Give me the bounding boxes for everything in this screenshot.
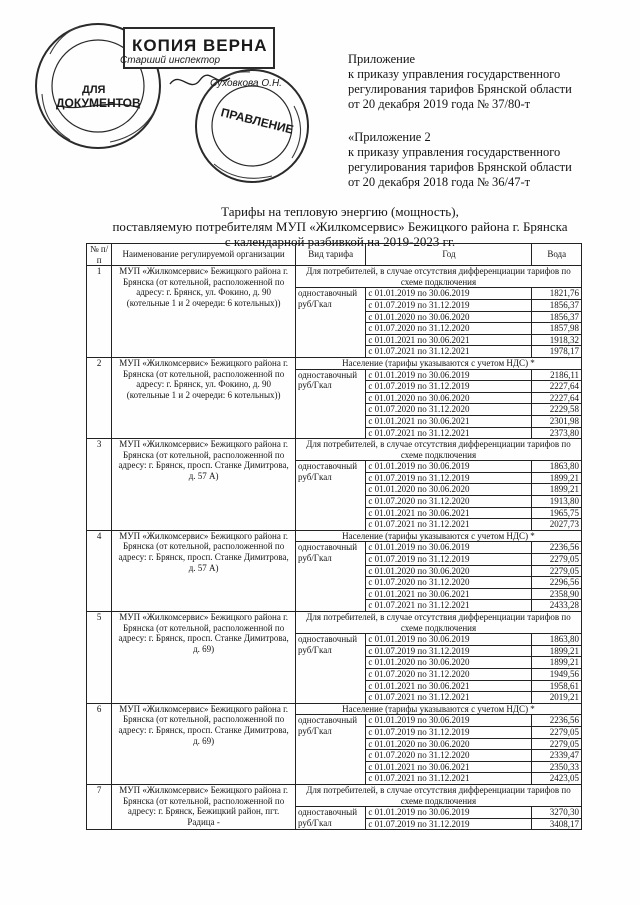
stamp-department: ПРАВЛЕНИЕ: [219, 105, 295, 137]
period-cell: с 01.01.2020 по 30.06.2020: [366, 311, 532, 323]
org-name: МУП «Жилкомсервис» Бежицкого района г. Брянска (от котельной, расположенной по адресу: г. Брянск, просп. Станке Димитрова, д. 69): [112, 703, 296, 784]
appendix-line: Приложение: [348, 52, 416, 66]
period-cell: с 01.01.2019 по 30.06.2019: [366, 288, 532, 300]
water-value-cell: 2339,47: [532, 750, 582, 762]
period-cell: с 01.07.2020 по 31.12.2020: [366, 577, 532, 589]
stamp-copy-title: КОПИЯ ВЕРНА: [132, 36, 268, 55]
water-value-cell: 1899,21: [532, 657, 582, 669]
header-org: Наименование регулируемой организации: [112, 244, 296, 266]
water-value-cell: 1913,80: [532, 496, 582, 508]
period-cell: с 01.01.2020 по 30.06.2020: [366, 738, 532, 750]
period-cell: с 01.01.2019 по 30.06.2019: [366, 807, 532, 819]
tariff-type: одноставочный руб/Гкал: [295, 288, 365, 358]
period-cell: с 01.01.2020 по 30.06.2020: [366, 484, 532, 496]
period-cell: с 01.01.2019 по 30.06.2019: [366, 542, 532, 554]
row-number: 4: [87, 530, 112, 611]
title-line: Тарифы на тепловую энергию (мощность),: [221, 204, 459, 219]
header-water: Вода: [532, 244, 582, 266]
water-value-cell: 2350,33: [532, 761, 582, 773]
period-cell: с 01.07.2019 по 31.12.2019: [366, 818, 532, 830]
org-name: МУП «Жилкомсервис» Бежицкого района г. Брянска (от котельной, расположенной по адресу: г. Брянск, просп. Станке Димитрова, д. 57 А): [112, 439, 296, 531]
water-value-cell: 1863,80: [532, 634, 582, 646]
water-value-cell: 2433,28: [532, 600, 582, 612]
table-row: [87, 530, 582, 542]
water-value-cell: 1899,21: [532, 472, 582, 484]
tariff-group-label: Для потребителей, в случае отсутствия дифференциации тарифов по схеме подключения: [295, 439, 581, 461]
header-num: № п/п: [87, 244, 112, 266]
period-cell: с 01.07.2020 по 31.12.2020: [366, 404, 532, 416]
period-cell: с 01.01.2021 по 30.06.2021: [366, 507, 532, 519]
tariff-group-label: Для потребителей, в случае отсутствия дифференциации тарифов по схеме подключения: [295, 266, 581, 288]
appendix-line: регулирования тарифов Брянской области: [348, 82, 572, 96]
water-value-cell: 2229,58: [532, 404, 582, 416]
water-value-cell: 1857,98: [532, 323, 582, 335]
period-cell: с 01.01.2020 по 30.06.2020: [366, 392, 532, 404]
appendix-line: к приказу управления государственного: [348, 67, 561, 81]
appendix-line: от 20 декабря 2019 года № 37/80-т: [348, 97, 531, 111]
water-value-cell: 1918,32: [532, 334, 582, 346]
org-name: МУП «Жилкомсервис» Бежицкого района г. Брянска (от котельной, расположенной по адресу: г. Брянск, просп. Станке Димитрова, д. 57 А): [112, 530, 296, 611]
tariff-type: одноставочный руб/Гкал: [295, 807, 365, 830]
header-type: Вид тарифа: [295, 244, 365, 266]
period-cell: с 01.01.2021 по 30.06.2021: [366, 588, 532, 600]
org-name: МУП «Жилкомсервис» Бежицкого района г. Брянска (от котельной, расположенной по адресу: г. Брянск, ул. Фокино, д. 90 (котельные 1 и 2 очереди: 6 котельных)): [112, 357, 296, 438]
water-value-cell: 1899,21: [532, 484, 582, 496]
period-cell: с 01.07.2021 по 31.12.2021: [366, 519, 532, 531]
tariff-table: [86, 243, 582, 830]
table-row: [87, 266, 582, 288]
water-value-cell: 2279,05: [532, 565, 582, 577]
period-cell: с 01.07.2020 по 31.12.2020: [366, 323, 532, 335]
period-cell: с 01.07.2021 по 31.12.2021: [366, 692, 532, 704]
row-number: 1: [87, 266, 112, 358]
tariff-type: одноставочный руб/Гкал: [295, 461, 365, 531]
water-value-cell: 2358,90: [532, 588, 582, 600]
period-cell: с 01.07.2021 по 31.12.2021: [366, 773, 532, 785]
water-value-cell: 1863,80: [532, 461, 582, 473]
water-value-cell: 1856,37: [532, 299, 582, 311]
tariff-type: одноставочный руб/Гкал: [295, 634, 365, 704]
water-value-cell: 1821,76: [532, 288, 582, 300]
water-value-cell: 1899,21: [532, 645, 582, 657]
tariff-group-label: Для потребителей, в случае отсутствия дифференциации тарифов по схеме подключения: [295, 612, 581, 634]
water-value-cell: 1965,75: [532, 507, 582, 519]
period-cell: с 01.01.2021 по 30.06.2021: [366, 334, 532, 346]
period-cell: с 01.07.2019 по 31.12.2019: [366, 381, 532, 393]
table-row: [87, 703, 582, 715]
period-cell: с 01.07.2019 по 31.12.2019: [366, 554, 532, 566]
period-cell: с 01.01.2021 по 30.06.2021: [366, 680, 532, 692]
period-cell: с 01.01.2019 по 30.06.2019: [366, 634, 532, 646]
water-value-cell: 2279,05: [532, 554, 582, 566]
water-value-cell: 3270,30: [532, 807, 582, 819]
period-cell: с 01.01.2019 по 30.06.2019: [366, 461, 532, 473]
table-row: [87, 612, 582, 634]
table-row: [87, 357, 582, 369]
stamp-area: [20, 14, 320, 184]
period-cell: с 01.07.2020 по 31.12.2020: [366, 750, 532, 762]
appendix-line: от 20 декабря 2018 года № 36/47-т: [348, 175, 531, 189]
period-cell: с 01.07.2019 по 31.12.2019: [366, 299, 532, 311]
period-cell: с 01.07.2019 по 31.12.2019: [366, 472, 532, 484]
stamp-signature-name: Суховкова О.Н.: [210, 78, 282, 89]
period-cell: с 01.07.2021 по 31.12.2021: [366, 346, 532, 358]
tariff-group-label: Население (тарифы указываются с учетом НДС) *: [295, 530, 581, 542]
water-value-cell: 1949,56: [532, 668, 582, 680]
water-value-cell: 2423,05: [532, 773, 582, 785]
appendix-line: «Приложение 2: [348, 130, 431, 144]
tariff-type: одноставочный руб/Гкал: [295, 542, 365, 612]
period-cell: с 01.01.2020 по 30.06.2020: [366, 657, 532, 669]
stamp-docs-label: ДОКУМЕНТОВ: [56, 96, 141, 110]
period-cell: с 01.01.2019 по 30.06.2019: [366, 369, 532, 381]
org-name: МУП «Жилкомсервис» Бежицкого района г. Брянска (от котельной, расположенной по адресу: г. Брянск, просп. Станке Димитрова, д. 69): [112, 612, 296, 704]
water-value-cell: 2236,56: [532, 715, 582, 727]
org-name: МУП «Жилкомсервис» Бежицкого района г. Брянска (от котельной, расположенной по адресу: г. Брянск, Бежицкий район, пгт. Радица -: [112, 784, 296, 829]
period-cell: с 01.07.2019 по 31.12.2019: [366, 645, 532, 657]
row-number: 7: [87, 784, 112, 829]
water-value-cell: 2227,64: [532, 392, 582, 404]
row-number: 3: [87, 439, 112, 531]
period-cell: с 01.01.2021 по 30.06.2021: [366, 761, 532, 773]
water-value-cell: 2027,73: [532, 519, 582, 531]
water-value-cell: 1958,61: [532, 680, 582, 692]
stamp-for-label: ДЛЯ: [82, 84, 106, 96]
row-number: 5: [87, 612, 112, 704]
title-line: поставляемую потребителям МУП «Жилкомсервис» Бежицкого района г. Брянска: [112, 219, 568, 234]
tariff-type: одноставочный руб/Гкал: [295, 369, 365, 439]
period-cell: с 01.01.2019 по 30.06.2019: [366, 715, 532, 727]
row-number: 2: [87, 357, 112, 438]
tariff-group-label: Население (тарифы указываются с учетом НДС) *: [295, 357, 581, 369]
tariff-group-label: Население (тарифы указываются с учетом НДС) *: [295, 703, 581, 715]
period-cell: с 01.01.2020 по 30.06.2020: [366, 565, 532, 577]
water-value-cell: 2186,11: [532, 369, 582, 381]
stamp-inspector: Старший инспектор: [120, 55, 221, 66]
header-year: Год: [366, 244, 532, 266]
period-cell: с 01.07.2019 по 31.12.2019: [366, 726, 532, 738]
title-line: с календарной разбивкой на 2019-2023 гг.: [224, 234, 456, 249]
water-value-cell: 2236,56: [532, 542, 582, 554]
period-cell: с 01.01.2021 по 30.06.2021: [366, 415, 532, 427]
appendix-line: регулирования тарифов Брянской области: [348, 160, 572, 174]
water-value-cell: 1978,17: [532, 346, 582, 358]
table-row: [87, 439, 582, 461]
water-value-cell: 2279,05: [532, 726, 582, 738]
table-header-row: [87, 244, 582, 266]
table-row: [87, 784, 582, 806]
tariff-group-label: Для потребителей, в случае отсутствия дифференциации тарифов по схеме подключения: [295, 784, 581, 806]
tariff-type: одноставочный руб/Гкал: [295, 715, 365, 785]
period-cell: с 01.07.2020 по 31.12.2020: [366, 496, 532, 508]
water-value-cell: 2279,05: [532, 738, 582, 750]
appendix-line: к приказу управления государственного: [348, 145, 561, 159]
appendix-header: [348, 52, 638, 190]
period-cell: с 01.07.2021 по 31.12.2021: [366, 427, 532, 439]
row-number: 6: [87, 703, 112, 784]
water-value-cell: 2373,80: [532, 427, 582, 439]
org-name: МУП «Жилкомсервис» Бежицкого района г. Брянска (от котельной, расположенной по адресу: г. Брянск, ул. Фокино, д. 90 (котельные 1 и 2 очереди: 6 котельных)): [112, 266, 296, 358]
water-value-cell: 3408,17: [532, 818, 582, 830]
water-value-cell: 2019,21: [532, 692, 582, 704]
water-value-cell: 1856,37: [532, 311, 582, 323]
water-value-cell: 2227,64: [532, 381, 582, 393]
water-value-cell: 2296,56: [532, 577, 582, 589]
period-cell: с 01.07.2021 по 31.12.2021: [366, 600, 532, 612]
period-cell: с 01.07.2020 по 31.12.2020: [366, 668, 532, 680]
water-value-cell: 2301,98: [532, 415, 582, 427]
